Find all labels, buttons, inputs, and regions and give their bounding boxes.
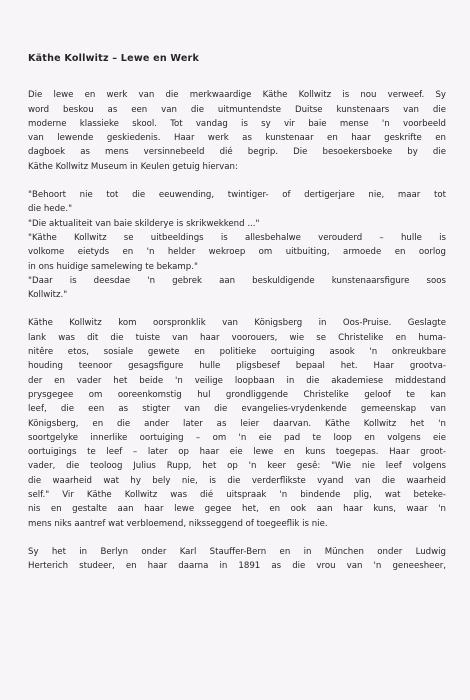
text-line: prysgegee om ooreenkomstig hul grondliggende Christelike geloof te kan [28, 389, 446, 400]
text-line: nis en gestalte aan haar lewe gegee het, en ook aan haar kuns, waar 'n [28, 504, 446, 515]
text-line: Käthe Kollwitz kom oorspronklik van Königsberg in Oos-Pruise. Geslagte [28, 318, 446, 329]
text-line: houding teenoor gesagsfigure hulle pligsbesef bepaal het. Haar grootva- [28, 361, 446, 372]
text-line: moderne klassieke skool. Tot vandag is sy vir baie mense 'n voorbeeld [28, 118, 446, 129]
text-line: self." Vir Käthe Kollwitz was dié uitspraak 'n bindende plig, wat beteke- [28, 490, 446, 501]
text-line: volkome eietyds en 'n helder wekroep om uitbuiting, armoede en oorlog [28, 247, 446, 258]
text-line: word beskou as een van die uitmuntendste Duitse kunstenaars van die [28, 104, 446, 115]
text-line: Sy het in Berlyn onder Karl Stauffer-Bern en in München onder Ludwig [28, 546, 446, 557]
text-line: dagboek as mens versinnebeeld dié begrip. Die besoekersboeke by die [28, 147, 446, 158]
text-line: soortgelyke innerlike oortuiging – om 'n eie pad te loop en volgens eie [28, 432, 446, 443]
paragraph-intro [28, 88, 446, 174]
text-line: vader, die teoloog Julius Rupp, het op 'n keer gesê: "Wie nie leef volgens [28, 461, 446, 472]
document-title: Käthe Kollwitz – Lewe en Werk [28, 53, 200, 64]
text-line: "Behoort nie tot die eeuwending, twintiger- of dertigerjare nie, maar tot [28, 190, 446, 201]
text-line: die waarheid wat hy bely nie, is die verderflikste vyand van die waarheid [28, 475, 446, 486]
text-line: "Käthe Kollwitz se uitbeeldings is allesbehalwe verouderd – hulle is [28, 232, 446, 243]
text-line: Kollwitz." [28, 290, 68, 301]
text-line: Herterich studeer, en haar daarna in 1891 as die vrou van 'n geneesheer, [28, 561, 446, 572]
text-line: nitêre etos, sosiale gewete en politieke oortuiging asook 'n onkreukbare [28, 347, 446, 358]
text-line: van lewende geskiedenis. Haar werk as kunstenaar en haar geskrifte en [28, 133, 446, 144]
text-line: der en vader het beide 'n veilige loopbaan in die akademiese middestand [28, 375, 446, 386]
text-line: in ons huidige samelewing te bekamp." [28, 261, 198, 272]
text-line: "Die aktualiteit van baie skilderye is skrikwekkend ..." [28, 218, 260, 229]
text-line: oortuigings te leef – later op haar eie lewe en kuns toegepas. Haar groot- [28, 447, 446, 458]
text-line: mens niks aantref wat verbloemend, niksseggend of toegeeflik is nie. [28, 518, 328, 529]
paragraph-quotes [28, 188, 446, 302]
paragraph-studies [28, 545, 446, 574]
document-content [28, 52, 446, 588]
text-line: Käthe Kollwitz Museum in Keulen getuig hiervan: [28, 161, 238, 172]
text-line: Königsberg, en die ander later as leier daarvan. Käthe Kollwitz het 'n [28, 418, 446, 429]
paragraph-origins [28, 316, 446, 530]
text-line: "Daar is deesdae 'n gebrek aan beskuldigende kunstenaarsfigure soos [28, 275, 446, 286]
text-line: lank was dit die tuiste van haar voorouers, wie se Christelike en huma- [28, 332, 446, 343]
text-line: Die lewe en werk van die merkwaardige Käthe Kollwitz is nou verweef. Sy [28, 90, 446, 101]
text-line: leef, die een as stigter van die evangelies-vrydenkende gemeenskap van [28, 404, 446, 415]
text-line: die hede." [28, 204, 73, 215]
